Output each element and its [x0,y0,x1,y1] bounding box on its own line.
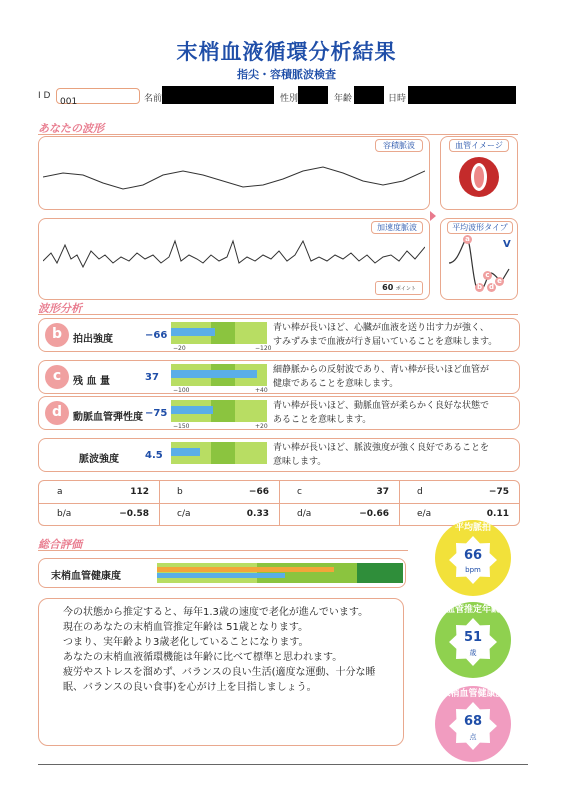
ratio-label: d/a [297,509,312,519]
blood-vessel-panel [440,136,518,210]
redacted-sex [298,86,328,104]
advice-line: つまり、実年齢より3歳老化していることになります。 [63,637,309,648]
badge-title: 平均脈拍 [454,523,491,533]
ratio-value: −75 [488,487,509,497]
volume-wave-tag: 容積脈波 [375,139,423,152]
page-title: 末梢血液循環分析結果 [176,40,397,64]
row-description [273,399,519,427]
id-label: I D [38,91,51,101]
health-bar-orange [157,567,334,572]
row-label: 動脈血管弾性度 [73,412,143,423]
row-badge: d [45,401,69,425]
row-desc-line: 青い棒が長いほど、心臓が血液を送り出す力が強く、 [273,323,489,333]
ratio-value: 0.33 [246,509,269,519]
analysis-row [38,438,520,472]
health-label: 末梢血管健康度 [51,571,121,582]
advice-line: 眠、バランスの良い食事)を心がけ上を目指しましょう。 [63,682,317,693]
overall-divider [38,550,408,551]
volume-wave-line [43,167,425,189]
row-label: 残 血 量 [73,376,110,387]
ratio-label: c [297,487,302,497]
row-value: −75 [145,408,168,419]
ratio-value: −66 [248,487,269,497]
score-badge [428,592,518,682]
badge-unit: 点 [469,733,477,741]
health-row [38,558,406,588]
row-value: 37 [145,372,159,383]
row-scale-min: −20 [173,345,186,352]
volume-wave-panel [38,136,430,210]
row-desc-line: 細静脈からの反射波であり、青い棒が長いほど血管が [273,365,490,375]
date-label: 日時 [388,94,407,104]
ratio-value: 112 [130,487,149,497]
row-bar [171,328,215,336]
row-scale-max: −120 [255,345,272,352]
row-description [273,441,519,469]
ratio-value: −0.66 [359,509,389,519]
points-box [375,281,423,295]
ratio-value: 37 [376,487,389,497]
health-scale [157,563,403,583]
row-scale-max: +20 [255,423,268,430]
row-label: 脈波強度 [79,454,119,465]
avg-wave-type-panel [440,218,518,300]
accel-wave-svg [43,233,425,281]
volume-wave-svg [43,151,425,207]
ratio-label: b [177,487,183,497]
advice-line: 今の状態から推定すると、毎年1.3歳の速度で老化が進んでいます。 [63,607,369,618]
wave-point-b: b [476,283,482,291]
row-scale-mid [211,442,235,464]
advice-line: 現在のあなたの末梢血管推定年齢は 51歳となります。 [63,622,309,633]
overall-section-label: 総合評価 [38,538,82,551]
row-label: 拍出強度 [73,334,113,345]
row-scale [171,322,267,344]
ratio-label: b/a [57,509,72,519]
ratio-value: −0.58 [119,509,149,519]
id-value: 001 [60,97,78,107]
badge-unit: bpm [465,566,481,574]
row-scale [171,364,267,386]
id-field [56,88,140,107]
blood-vessel-icon [457,155,501,199]
arrow-icon [430,211,436,221]
analysis-divider [38,314,518,315]
waveform-section-label: あなたの波形 [38,122,104,135]
badge-value: 66 [463,548,483,563]
points-value: 60 [382,283,394,292]
wave-type-letter: V [503,239,511,250]
wave-point-c: c [483,271,492,280]
page-subtitle: 指尖・容積脈波検査 [237,68,336,81]
row-badge: c [45,365,69,389]
row-scale-mid [211,400,235,422]
analysis-row [38,318,520,352]
name-label: 名前 [144,94,163,104]
badge-unit: 歳 [469,649,477,657]
ratio-col-line [399,481,400,525]
badge-title: 血管推定年齢 [445,605,500,615]
ratio-label: e/a [417,509,432,519]
analysis-section-label: 波形分析 [38,302,82,315]
health-bar-blue [157,573,285,578]
row-badge: b [45,323,69,347]
accel-wave-line [43,241,425,267]
health-scale-high [357,563,403,583]
row-desc-line: すみずみまで血液が行き届いていることを意味します。 [273,337,498,347]
row-bar [171,370,257,378]
sex-label: 性別 [280,94,299,104]
row-desc-line: 健康であることを意味します。 [273,379,399,389]
badge-title: 末梢血管健康度 [441,689,505,699]
row-description [273,363,519,391]
badge-value: 51 [463,630,483,645]
row-scale [171,400,267,422]
ratio-col-line [279,481,280,525]
row-bar [171,448,200,456]
wave-point-a: a [463,235,472,244]
row-value: −66 [145,330,168,341]
wave-point-d: d [488,283,494,291]
row-scale-max: +40 [255,387,268,394]
advice-line: あなたの末梢血液循環機能は年齢に比べて標準と思われます。 [63,652,343,663]
age-label: 年齢 [334,94,353,104]
ratio-col-line [159,481,160,525]
advice-text [63,605,393,695]
row-scale-min: −150 [173,423,190,430]
redacted-date [408,86,516,104]
analysis-row [38,360,520,394]
ratio-label: a [57,487,63,497]
ratio-value: 0.11 [486,509,509,519]
row-scale-min: −100 [173,387,190,394]
row-desc-line: 意味します。 [273,457,327,467]
points-unit: ポイント [395,286,416,292]
badge-value: 68 [463,714,483,729]
waveform-divider [38,134,518,135]
row-value: 4.5 [145,450,163,461]
row-desc-line: あることを意味します。 [273,415,372,425]
accel-wave-panel [38,218,430,300]
row-desc-line: 青い棒が長いほど、動脈血管が柔らかく良好な状態で [273,401,490,411]
ratio-label: d [417,487,423,497]
redacted-age [354,86,384,104]
score-badge [428,510,518,600]
row-scale [171,442,267,464]
blood-vessel-tag: 血管イメージ [449,139,509,152]
analysis-row [38,396,520,430]
wave-point-e: e [495,277,504,286]
ratio-label: c/a [177,509,191,519]
row-bar [171,406,213,414]
advice-panel [38,598,404,746]
row-description [273,321,519,349]
avg-wave-type-tag: 平均波形タイプ [447,221,513,234]
row-desc-line: 青い棒が長いほど、脈波強度が強く良好であることを [273,443,490,453]
score-badge [428,676,518,766]
redacted-name [162,86,274,104]
advice-line: 疲労やストレスを溜めず、バランスの良い生活(適度な運動、十分な睡 [63,667,376,678]
accel-wave-tag: 加速度脈波 [371,221,423,234]
